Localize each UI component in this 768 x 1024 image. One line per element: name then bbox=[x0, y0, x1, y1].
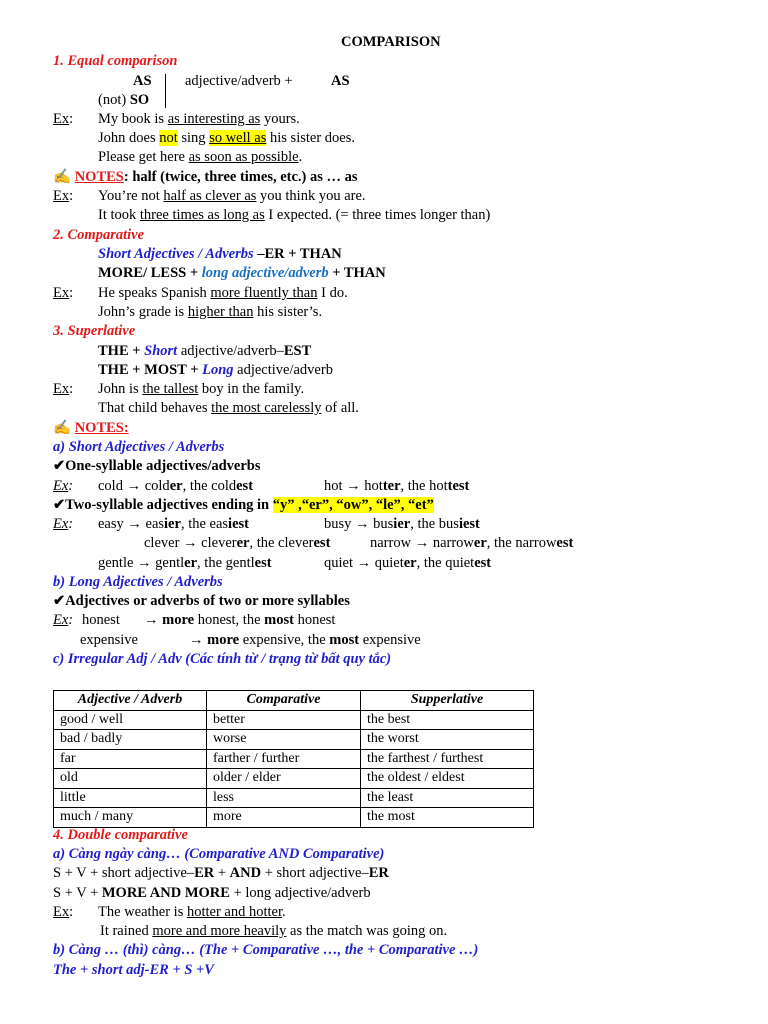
example-line: That child behaves the most carelessly of all. bbox=[98, 400, 359, 416]
table-row bbox=[54, 788, 534, 808]
example-hot: hot → hotter, the hottest bbox=[324, 478, 470, 494]
formula-as: AS bbox=[133, 73, 152, 89]
example-line: John does not sing so well as his sister does. bbox=[98, 130, 355, 146]
check-item: ✔Two-syllable adjectives ending in “y” ,“er”, “ow”, “le”, “et” bbox=[53, 497, 434, 513]
example-honest-word: honest bbox=[82, 612, 120, 628]
formula-notso: (not) SO bbox=[98, 92, 150, 108]
ex-label: Ex: bbox=[53, 188, 74, 204]
table-cell: the oldest / eldest bbox=[361, 769, 534, 789]
table-cell: little bbox=[54, 788, 207, 808]
formula-line: MORE/ LESS + long adjective/adverb + THAN bbox=[98, 265, 386, 281]
check-item: ✔One-syllable adjectives/adverbs bbox=[53, 458, 261, 474]
example-line: It rained more and more heavily as the match was going on. bbox=[100, 923, 448, 939]
formula-line: S + V + MORE AND MORE + long adjective/adverb bbox=[53, 885, 371, 901]
table-row bbox=[54, 710, 534, 730]
table-cell: good / well bbox=[54, 710, 207, 730]
ex-label: Ex: bbox=[53, 516, 74, 532]
example-easy: easy → easier, the easiest bbox=[98, 516, 249, 532]
table-header-row bbox=[54, 691, 534, 711]
checkmark-icon: ✔ bbox=[53, 497, 66, 513]
formula-line: Short Adjectives / Adverbs –ER + THAN bbox=[98, 246, 342, 262]
table-cell: farther / further bbox=[207, 749, 361, 769]
example-quiet: quiet → quieter, the quietest bbox=[324, 555, 492, 571]
table-cell: the best bbox=[361, 710, 534, 730]
example-clever: clever → cleverer, the cleverest bbox=[144, 535, 331, 551]
checkmark-icon: ✔ bbox=[53, 593, 66, 609]
ex-label: Ex: bbox=[53, 285, 74, 301]
example-line: John’s grade is higher than his sister’s. bbox=[98, 304, 323, 320]
hand-pointer-icon: ✍ bbox=[53, 420, 72, 436]
ex-label: Ex: bbox=[53, 612, 74, 628]
formula-middle: adjective/adverb + bbox=[185, 73, 293, 89]
example-line: You’re not half as clever as you think you are. bbox=[98, 188, 366, 204]
example-line: Please get here as soon as possible. bbox=[98, 149, 303, 165]
column-header: Adjective / Adverb bbox=[54, 691, 207, 711]
formula-divider bbox=[165, 74, 166, 108]
example-gentle: gentle → gentler, the gentlest bbox=[98, 555, 272, 571]
ex-label: Ex: bbox=[53, 111, 74, 127]
example-line: John is the tallest boy in the family. bbox=[98, 381, 305, 397]
table-cell: older / elder bbox=[207, 769, 361, 789]
table-cell: old bbox=[54, 769, 207, 789]
hand-pointer-icon: ✍ bbox=[53, 169, 72, 185]
formula-line: S + V + short adjective–ER + AND + short adjective–ER bbox=[53, 865, 389, 881]
table-cell: bad / badly bbox=[54, 730, 207, 750]
table-cell: far bbox=[54, 749, 207, 769]
subheading-double-a: a) Càng ngày càng… (Comparative AND Comparative) bbox=[53, 846, 385, 862]
checkmark-icon: ✔ bbox=[53, 458, 66, 474]
table-row bbox=[54, 749, 534, 769]
formula-line: THE + MOST + Long adjective/adverb bbox=[98, 362, 333, 378]
subheading-double-b: b) Càng … (thì) càng… (The + Comparative …, the + Comparative …) bbox=[53, 942, 479, 958]
notes-line: ✍ NOTES: half (twice, three times, etc.) as … as bbox=[53, 169, 358, 185]
ex-label: Ex: bbox=[53, 478, 74, 494]
column-header: Comparative bbox=[207, 691, 361, 711]
table-cell: more bbox=[207, 808, 361, 828]
page-title: COMPARISON bbox=[341, 34, 441, 50]
ex-label: Ex: bbox=[53, 904, 74, 920]
table-cell: much / many bbox=[54, 808, 207, 828]
ex-label: Ex: bbox=[53, 381, 74, 397]
example-honest: → more honest, the most honest bbox=[144, 612, 336, 628]
subheading-short: a) Short Adjectives / Adverbs bbox=[53, 439, 225, 455]
section-heading-double: 4. Double comparative bbox=[53, 827, 188, 843]
formula-line: THE + Short adjective/adverb–EST bbox=[98, 343, 312, 359]
example-line: The weather is hotter and hotter. bbox=[98, 904, 286, 920]
irregular-table bbox=[53, 690, 534, 828]
subheading-irregular: c) Irregular Adj / Adv (Các tính từ / trạng từ bất quy tắc) bbox=[53, 651, 392, 667]
table-cell: less bbox=[207, 788, 361, 808]
table-cell: the least bbox=[361, 788, 534, 808]
notes-heading: ✍ NOTES: bbox=[53, 420, 129, 436]
example-busy: busy → busier, the busiest bbox=[324, 516, 480, 532]
subheading-long: b) Long Adjectives / Adverbs bbox=[53, 574, 223, 590]
table-cell: the worst bbox=[361, 730, 534, 750]
formula-the-the: The + short adj-ER + S +V bbox=[53, 962, 214, 978]
example-narrow: narrow → narrower, the narrowest bbox=[370, 535, 574, 551]
table-row bbox=[54, 730, 534, 750]
section-heading-equal: 1. Equal comparison bbox=[53, 53, 178, 69]
example-line: My book is as interesting as yours. bbox=[98, 111, 300, 127]
example-line: It took three times as long as I expected. (= three times longer than) bbox=[98, 207, 491, 223]
check-item: ✔Adjectives or adverbs of two or more syllables bbox=[53, 593, 350, 609]
example-line: He speaks Spanish more fluently than I do. bbox=[98, 285, 348, 301]
formula-as2: AS bbox=[331, 73, 350, 89]
table-cell: better bbox=[207, 710, 361, 730]
table-cell: the most bbox=[361, 808, 534, 828]
example-cold: cold → colder, the coldest bbox=[98, 478, 254, 494]
column-header: Supperlative bbox=[361, 691, 534, 711]
table-cell: worse bbox=[207, 730, 361, 750]
section-heading-comparative: 2. Comparative bbox=[53, 227, 145, 243]
table-row bbox=[54, 769, 534, 789]
section-heading-superlative: 3. Superlative bbox=[53, 323, 136, 339]
example-expensive: → more expensive, the most expensive bbox=[189, 632, 421, 648]
table-row bbox=[54, 808, 534, 828]
example-expensive-word: expensive bbox=[80, 632, 138, 648]
table-cell: the farthest / furthest bbox=[361, 749, 534, 769]
